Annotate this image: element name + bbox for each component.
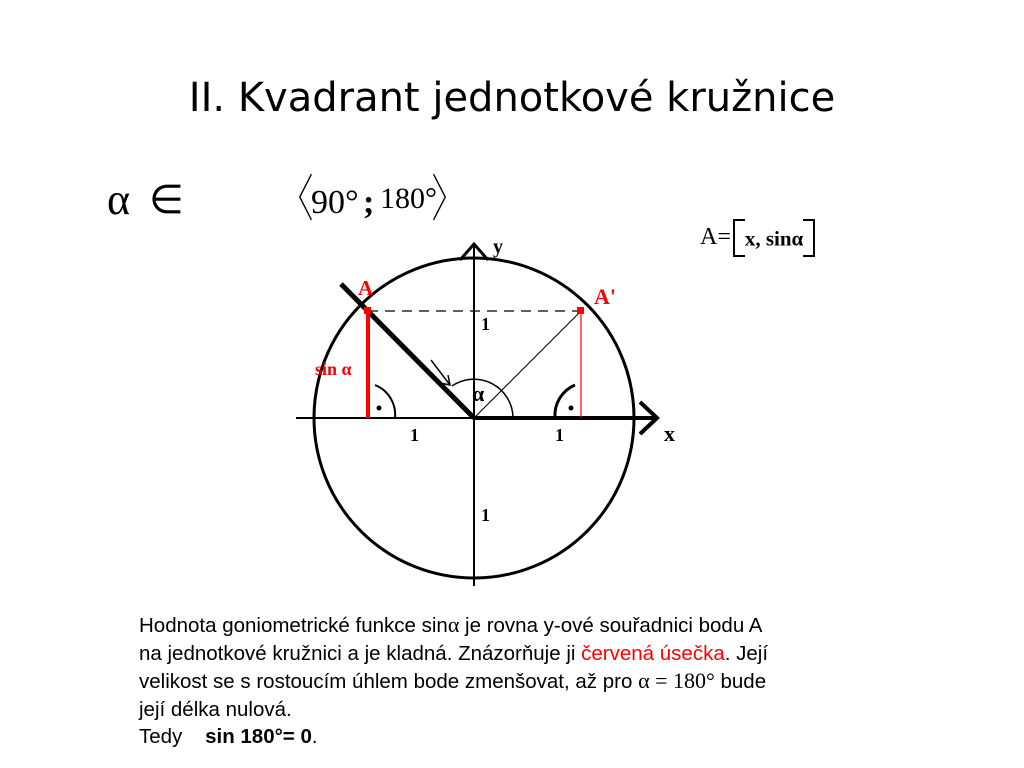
- highlight-red-text: červená úsečka: [581, 641, 725, 665]
- alpha-symbol: α: [447, 612, 460, 637]
- axis-y-label: y: [493, 236, 503, 258]
- text-fragment: na jednotkové kružnici a je kladná. Znázorňuje ji: [139, 641, 582, 665]
- point-a-prime: [577, 307, 584, 314]
- right-angle-mark-right: [555, 385, 575, 418]
- formula-inner: x, sinα: [744, 226, 804, 251]
- point-a: [364, 307, 371, 314]
- tick-label-y-negative: 1: [481, 505, 490, 525]
- element-of-symbol: ∈: [149, 177, 184, 222]
- explanation-line-3: [139, 667, 959, 696]
- angle-label: α: [472, 381, 485, 406]
- text-fragment: je rovna y-ové souřadnici bodu A: [459, 614, 763, 637]
- interval-lower-bound: 90°: [311, 184, 359, 221]
- right-angle-dot-right: [569, 406, 574, 411]
- terminal-ray: [341, 284, 474, 418]
- tick-label-x-negative: 1: [410, 425, 419, 445]
- slide-title: II. Kvadrant jednotkové kružnice: [188, 75, 836, 121]
- explanation-line-2: [139, 640, 959, 668]
- axis-x-label: x: [664, 421, 675, 446]
- explanation-line-5: [139, 723, 959, 751]
- explanation-line-4: její délka nulová.: [139, 697, 292, 721]
- right-angle-mark-left: [375, 385, 395, 418]
- sin-label: sin α: [315, 359, 352, 379]
- interval-separator: ;: [363, 184, 375, 221]
- text-fragment: Tedy: [139, 725, 206, 748]
- point-a-prime-label: A': [594, 284, 616, 309]
- alpha-symbol: α: [107, 175, 131, 224]
- interval-close-bracket: 〉: [432, 171, 462, 227]
- interval-upper-bound: 180°: [380, 182, 437, 215]
- tick-label-y-positive: 1: [481, 314, 490, 334]
- point-a-label: A: [358, 276, 374, 300]
- math-expression: α = 180°: [638, 668, 715, 693]
- text-fragment: .: [311, 725, 318, 748]
- right-angle-dot-left: [377, 406, 382, 411]
- tick-label-x-positive: 1: [555, 425, 564, 445]
- text-fragment: . Její: [724, 641, 769, 665]
- conclusion-expression: sin 180°= 0: [205, 725, 312, 748]
- formula-lhs: A=: [700, 224, 731, 250]
- explanation-line-1: [139, 611, 959, 640]
- interval-open-bracket: 〈: [283, 171, 313, 227]
- text-fragment: velikost se s rostoucím úhlem bode zmenšovat, až pro: [139, 670, 639, 693]
- explanation-text: [139, 611, 959, 751]
- text-fragment: bude: [714, 670, 767, 693]
- text-fragment: Hodnota goniometrické funkce sin: [139, 614, 448, 637]
- radius-to-a-prime: [474, 311, 581, 418]
